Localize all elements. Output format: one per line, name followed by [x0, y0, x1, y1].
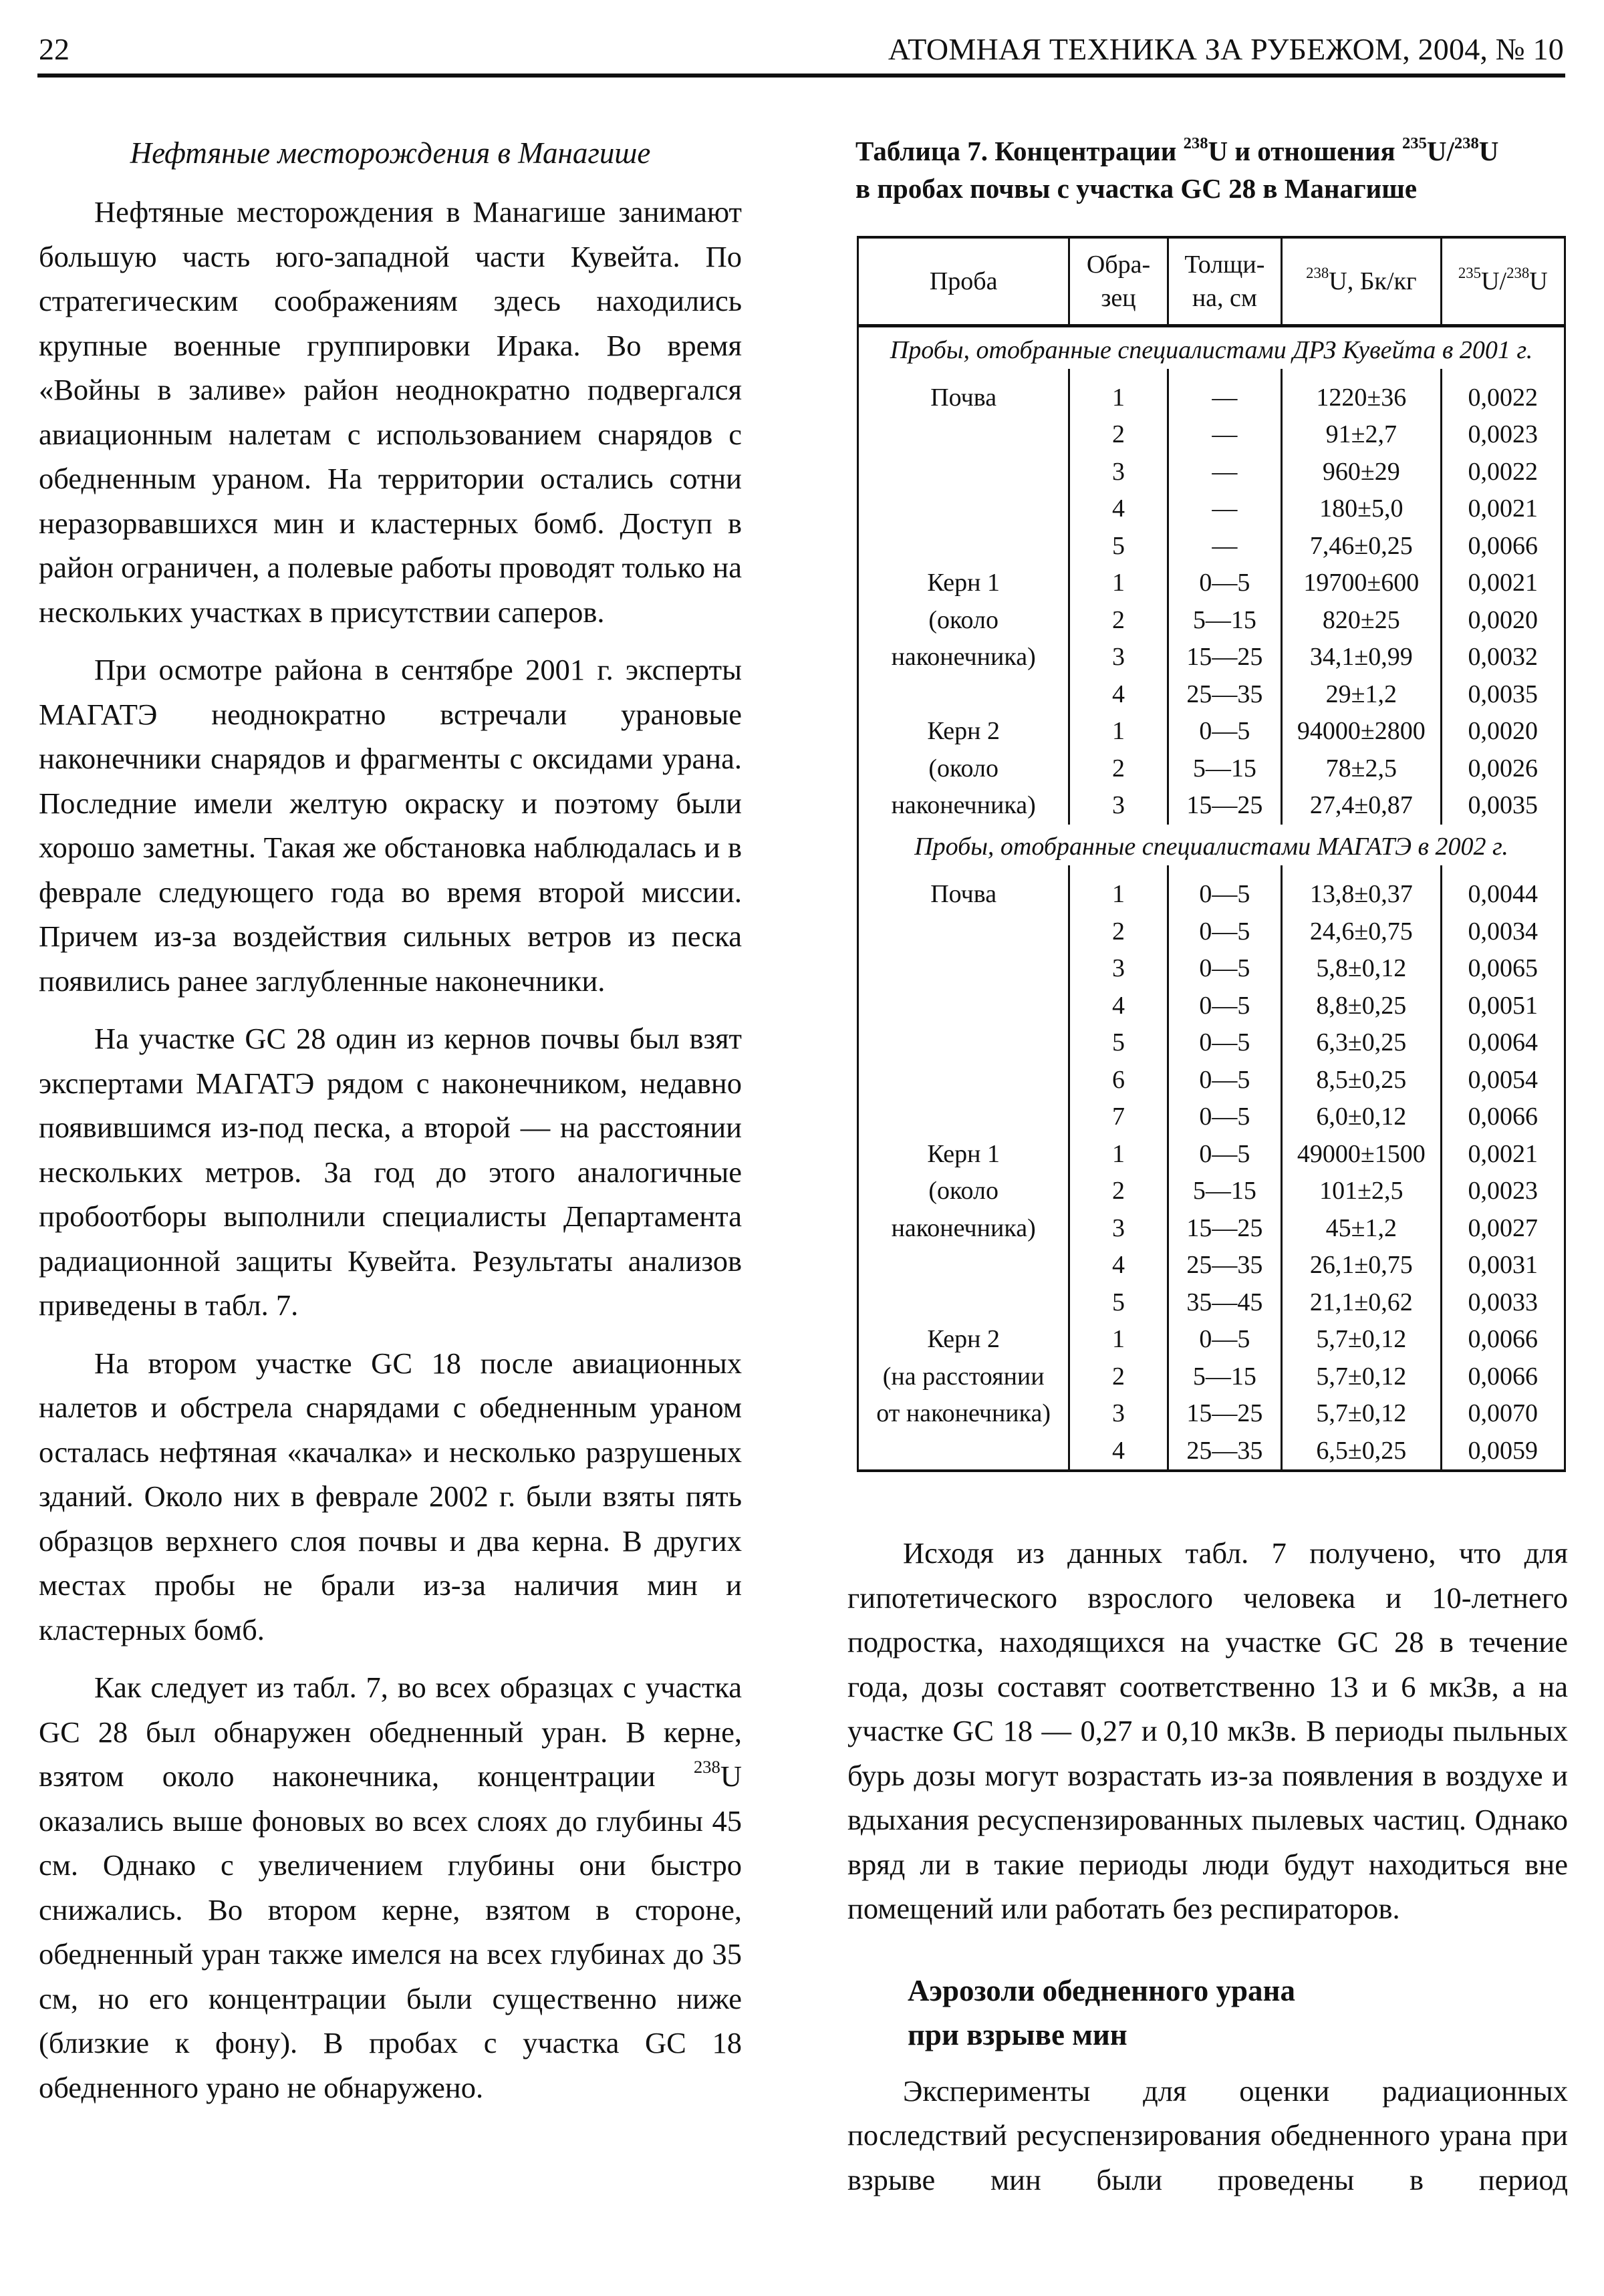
- table-row: [858, 369, 1565, 417]
- table-caption-line2: в пробах почвы с участка GC 28 в Манагише: [855, 173, 1418, 204]
- subsection-heading: [908, 1969, 1568, 2057]
- cell-u238: 8,8±0,25: [1282, 988, 1441, 1025]
- cell-ratio: 0,0027: [1441, 1210, 1565, 1248]
- cell-ratio: 0,0065: [1441, 950, 1565, 988]
- cell-thickness: 15—25: [1168, 787, 1281, 825]
- cell-sample: 4: [1069, 1433, 1168, 1471]
- cell-sample: 1: [1069, 369, 1168, 417]
- subsection-heading-line: Аэрозоли обедненного урана: [908, 1973, 1295, 2007]
- cell-ratio: 0,0020: [1441, 713, 1565, 750]
- cell-sample: 2: [1069, 602, 1168, 639]
- table-row: [858, 1062, 1565, 1099]
- table-row: [858, 528, 1565, 565]
- table-row: [858, 1247, 1565, 1284]
- cell-thickness: 5—15: [1168, 1173, 1281, 1210]
- table-row: [858, 750, 1565, 788]
- table-row: [858, 416, 1565, 454]
- cell-thickness: 15—25: [1168, 1210, 1281, 1248]
- cell-thickness: 25—35: [1168, 676, 1281, 714]
- cell-probe: (около: [928, 605, 998, 634]
- caption-text: U/: [1426, 136, 1454, 166]
- isotope-superscript: 238: [1306, 264, 1329, 281]
- cell-ratio: 0,0023: [1441, 1173, 1565, 1210]
- cell-u238: 49000±1500: [1282, 1136, 1441, 1173]
- table-row: [858, 490, 1565, 528]
- paragraph: На участке GC 28 один из кернов почвы был взят экспертами МАГАТЭ рядом с наконечником, недавно появившимся из-под песка, а второй — на расстоянии нескольких метров. За год до этого аналогичные пробоотборы выполнили специалисты Департамента радиационной защиты Кувейта. Результаты анализов приведены в табл. 7.: [39, 1022, 742, 1322]
- cell-sample: 3: [1069, 1210, 1168, 1248]
- table-group-header: [858, 825, 1565, 866]
- col-header-ratio: [1441, 237, 1565, 326]
- cell-ratio: 0,0066: [1441, 1099, 1565, 1136]
- cell-sample: 1: [1069, 1136, 1168, 1173]
- cell-u238: 13,8±0,37: [1282, 865, 1441, 913]
- header-text: Обра- зец: [1086, 251, 1151, 312]
- cell-u238: 8,5±0,25: [1282, 1062, 1441, 1099]
- cell-probe: [858, 1062, 1069, 1099]
- section-title: Нефтяные месторождения в Манагише: [130, 136, 651, 170]
- table-row: [858, 865, 1565, 913]
- isotope-superscript: 238: [693, 1757, 720, 1777]
- cell-u238: 1220±36: [1282, 369, 1441, 417]
- table-row: [858, 565, 1565, 602]
- cell-thickness: 15—25: [1168, 639, 1281, 676]
- cell-u238: 5,7±0,12: [1282, 1395, 1441, 1433]
- cell-probe: [858, 988, 1069, 1025]
- cell-ratio: 0,0023: [1441, 416, 1565, 454]
- isotope-superscript: 235: [1401, 134, 1427, 152]
- table-body: [858, 326, 1565, 1471]
- cell-ratio: 0,0035: [1441, 676, 1565, 714]
- cell-thickness: —: [1168, 416, 1281, 454]
- caption-text: U: [1478, 136, 1499, 166]
- cell-thickness: 0—5: [1168, 1024, 1281, 1062]
- table-row: [858, 950, 1565, 988]
- cell-ratio: 0,0021: [1441, 490, 1565, 528]
- cell-sample: 4: [1069, 676, 1168, 714]
- cell-probe: наконечника): [891, 1213, 1036, 1242]
- cell-ratio: 0,0033: [1441, 1284, 1565, 1322]
- cell-ratio: 0,0064: [1441, 1024, 1565, 1062]
- cell-sample: 3: [1069, 639, 1168, 676]
- cell-sample: 6: [1069, 1062, 1168, 1099]
- cell-thickness: 0—5: [1168, 1321, 1281, 1358]
- cell-probe: Почва: [930, 880, 997, 908]
- table-row: [858, 988, 1565, 1025]
- cell-thickness: 0—5: [1168, 988, 1281, 1025]
- table-row: [858, 1433, 1565, 1471]
- cell-probe: (около: [928, 1177, 998, 1205]
- cell-u238: 820±25: [1282, 602, 1441, 639]
- journal-title: АТОМНАЯ ТЕХНИКА ЗА РУБЕЖОМ, 2004, № 10: [888, 32, 1564, 66]
- cell-probe: [858, 913, 1069, 951]
- table-row: [858, 1321, 1565, 1358]
- table-row: [858, 1136, 1565, 1173]
- cell-ratio: 0,0021: [1441, 1136, 1565, 1173]
- cell-sample: 2: [1069, 913, 1168, 951]
- cell-ratio: 0,0070: [1441, 1395, 1565, 1433]
- cell-probe: [858, 1247, 1069, 1284]
- table-caption-line1: [855, 132, 1568, 170]
- isotope-superscript: 238: [1506, 264, 1530, 281]
- cell-probe: Керн 2: [927, 717, 1000, 745]
- cell-sample: 3: [1069, 454, 1168, 491]
- cell-ratio: 0,0022: [1441, 369, 1565, 417]
- paragraph: Эксперименты для оценки радиационных последствий ресуспензирования обедненного урана при взрыве мин были проведены в период: [847, 2073, 1568, 2196]
- table-row: [858, 639, 1565, 676]
- cell-thickness: —: [1168, 528, 1281, 565]
- cell-ratio: 0,0026: [1441, 750, 1565, 788]
- cell-ratio: 0,0032: [1441, 639, 1565, 676]
- table-row: [858, 787, 1565, 825]
- cell-u238: 91±2,7: [1282, 416, 1441, 454]
- table-row: [858, 713, 1565, 750]
- cell-thickness: 15—25: [1168, 1395, 1281, 1433]
- cell-u238: 24,6±0,75: [1282, 913, 1441, 951]
- cell-thickness: —: [1168, 490, 1281, 528]
- group-title: Пробы, отобранные специалистами МАГАТЭ в 2002 г.: [914, 833, 1508, 861]
- page-number: 22: [39, 32, 70, 66]
- cell-thickness: 5—15: [1168, 602, 1281, 639]
- paragraph: [39, 1665, 742, 2110]
- cell-probe: [858, 416, 1069, 454]
- table-row: [858, 676, 1565, 714]
- subsection-heading-line: при взрыве мин: [908, 2017, 1127, 2051]
- cell-ratio: 0,0066: [1441, 1358, 1565, 1396]
- right-column: [847, 131, 1568, 2196]
- table-header-row: [858, 237, 1565, 326]
- cell-ratio: 0,0059: [1441, 1433, 1565, 1471]
- paragraph-text: Как следует из табл. 7, во всех образцах с участка GC 28 был обнаружен обедненный уран. В керне, взятом около наконечника, концентрации: [39, 1671, 742, 1793]
- cell-thickness: 0—5: [1168, 1136, 1281, 1173]
- cell-probe: [858, 454, 1069, 491]
- header-rule: [37, 74, 1565, 78]
- header-text: U, Бк/кг: [1329, 267, 1417, 295]
- header-text: U: [1529, 267, 1548, 295]
- cell-thickness: 0—5: [1168, 713, 1281, 750]
- cell-ratio: 0,0066: [1441, 1321, 1565, 1358]
- cell-thickness: 25—35: [1168, 1247, 1281, 1284]
- cell-sample: 3: [1069, 1395, 1168, 1433]
- cell-probe: от наконечника): [876, 1399, 1051, 1427]
- cell-probe: [858, 1284, 1069, 1322]
- cell-u238: 6,3±0,25: [1282, 1024, 1441, 1062]
- cell-u238: 19700±600: [1282, 565, 1441, 602]
- isotope-superscript: 238: [1454, 134, 1479, 152]
- cell-probe: Керн 2: [927, 1325, 1000, 1353]
- cell-sample: 5: [1069, 528, 1168, 565]
- isotope-superscript: 235: [1458, 264, 1482, 281]
- table-row: [858, 1099, 1565, 1136]
- cell-probe: Почва: [930, 383, 997, 412]
- col-header-probe: Проба: [858, 237, 1069, 326]
- cell-thickness: 0—5: [1168, 1099, 1281, 1136]
- cell-probe: [858, 950, 1069, 988]
- table-row: [858, 1210, 1565, 1248]
- cell-u238: 5,7±0,12: [1282, 1321, 1441, 1358]
- cell-u238: 7,46±0,25: [1282, 528, 1441, 565]
- cell-thickness: 25—35: [1168, 1433, 1281, 1471]
- cell-probe: [858, 490, 1069, 528]
- isotope-superscript: 238: [1183, 134, 1208, 152]
- cell-ratio: 0,0020: [1441, 602, 1565, 639]
- header-text: U/: [1481, 267, 1507, 295]
- cell-u238: 6,0±0,12: [1282, 1099, 1441, 1136]
- table-row: [858, 913, 1565, 951]
- cell-thickness: 5—15: [1168, 750, 1281, 788]
- cell-sample: 5: [1069, 1024, 1168, 1062]
- table-row: [858, 1358, 1565, 1396]
- cell-sample: 5: [1069, 1284, 1168, 1322]
- cell-thickness: 0—5: [1168, 950, 1281, 988]
- cell-probe: Керн 1: [927, 1139, 1000, 1168]
- cell-probe: [858, 1024, 1069, 1062]
- data-table: [857, 236, 1566, 1472]
- paragraph: При осмотре района в сентябре 2001 г. эксперты МАГАТЭ неоднократно встречали урановые наконечники снарядов и фрагменты с оксидами урана. Последние имели желтую окраску и поэтому были хорошо заметны. Такая же обстановка наблюдалась и в феврале следующего года во время второй миссии. Причем из-за воздействия сильных ветров из песка появились ранее заглубленные наконечники.: [39, 653, 742, 998]
- cell-probe: наконечника): [891, 643, 1036, 671]
- right-text: [847, 1531, 1568, 2202]
- cell-sample: 7: [1069, 1099, 1168, 1136]
- cell-ratio: 0,0022: [1441, 454, 1565, 491]
- table-row: [858, 454, 1565, 491]
- cell-probe: [858, 676, 1069, 714]
- caption-text: Таблица 7. Концентрации: [855, 136, 1184, 166]
- group-title: Пробы, отобранные специалистами ДРЗ Кувейта в 2001 г.: [890, 335, 1533, 364]
- cell-u238: 45±1,2: [1282, 1210, 1441, 1248]
- cell-sample: 1: [1069, 713, 1168, 750]
- cell-sample: 2: [1069, 416, 1168, 454]
- cell-ratio: 0,0035: [1441, 787, 1565, 825]
- cell-ratio: 0,0034: [1441, 913, 1565, 951]
- table-row: [858, 1024, 1565, 1062]
- cell-thickness: 0—5: [1168, 565, 1281, 602]
- cell-thickness: 0—5: [1168, 865, 1281, 913]
- cell-thickness: 5—15: [1168, 1358, 1281, 1396]
- cell-thickness: 0—5: [1168, 1062, 1281, 1099]
- cell-thickness: —: [1168, 454, 1281, 491]
- cell-probe: [858, 528, 1069, 565]
- paragraph-text: U оказались выше фоновых во всех слоях до глубины 45 см. Однако с увеличением глубины они быстро снижались. Во втором керне, взятом в стороне, обедненный уран также имелся на всех глубинах до 35 см, но его концентрации были существенно ниже (близкие к фону). В пробах с участка GC 18 обедненного урано не обнаружено.: [39, 1759, 742, 2104]
- cell-u238: 78±2,5: [1282, 750, 1441, 788]
- cell-u238: 5,7±0,12: [1282, 1358, 1441, 1396]
- table-caption: [855, 132, 1568, 207]
- cell-ratio: 0,0066: [1441, 528, 1565, 565]
- cell-u238: 101±2,5: [1282, 1173, 1441, 1210]
- cell-thickness: 0—5: [1168, 913, 1281, 951]
- cell-u238: 21,1±0,62: [1282, 1284, 1441, 1322]
- cell-u238: 26,1±0,75: [1282, 1247, 1441, 1284]
- cell-sample: 2: [1069, 1358, 1168, 1396]
- cell-thickness: —: [1168, 369, 1281, 417]
- cell-ratio: 0,0054: [1441, 1062, 1565, 1099]
- table-group-header: [858, 326, 1565, 369]
- cell-ratio: 0,0031: [1441, 1247, 1565, 1284]
- table-row: [858, 602, 1565, 639]
- cell-sample: 2: [1069, 1173, 1168, 1210]
- caption-text: U и отношения: [1208, 136, 1402, 166]
- left-column: [39, 131, 742, 2110]
- cell-probe: [858, 1433, 1069, 1471]
- cell-sample: 4: [1069, 988, 1168, 1025]
- cell-probe: наконечника): [891, 791, 1036, 819]
- col-header-sample: [1069, 237, 1168, 326]
- cell-sample: 1: [1069, 865, 1168, 913]
- cell-u238: 6,5±0,25: [1282, 1433, 1441, 1471]
- running-head: [39, 29, 1564, 69]
- header-text: Толщи- на, см: [1184, 251, 1265, 312]
- cell-sample: 3: [1069, 787, 1168, 825]
- table-row: [858, 1284, 1565, 1322]
- cell-probe: [858, 1099, 1069, 1136]
- cell-thickness: 35—45: [1168, 1284, 1281, 1322]
- cell-u238: 94000±2800: [1282, 713, 1441, 750]
- cell-sample: 2: [1069, 750, 1168, 788]
- col-header-thickness: [1168, 237, 1281, 326]
- cell-sample: 1: [1069, 1321, 1168, 1358]
- table-row: [858, 1173, 1565, 1210]
- cell-probe: (на расстоянии: [882, 1362, 1045, 1391]
- paragraph: На втором участке GC 18 после авиационных налетов и обстрела снарядами с обедненным ураном осталась нефтяная «качалка» и несколько разрушеных зданий. Около них в феврале 2002 г. были взяты пять образцов верхнего слоя почвы и два керна. В других местах пробы не брали из-за наличия мин и кластерных бомб.: [39, 1346, 742, 1646]
- cell-u238: 960±29: [1282, 454, 1441, 491]
- cell-ratio: 0,0044: [1441, 865, 1565, 913]
- cell-sample: 3: [1069, 950, 1168, 988]
- cell-sample: 4: [1069, 490, 1168, 528]
- cell-ratio: 0,0051: [1441, 988, 1565, 1025]
- cell-probe: (около: [928, 754, 998, 782]
- cell-u238: 29±1,2: [1282, 676, 1441, 714]
- cell-ratio: 0,0021: [1441, 565, 1565, 602]
- cell-probe: Керн 1: [927, 569, 1000, 597]
- cell-u238: 180±5,0: [1282, 490, 1441, 528]
- cell-u238: 5,8±0,12: [1282, 950, 1441, 988]
- cell-u238: 34,1±0,99: [1282, 639, 1441, 676]
- cell-sample: 1: [1069, 565, 1168, 602]
- cell-u238: 27,4±0,87: [1282, 787, 1441, 825]
- paragraph: Нефтяные месторождения в Манагише занимают большую часть юго-западной части Кувейта. По стратегическим соображениям здесь находились крупные военные группировки Ирака. Во время «Войны в заливе» район неоднократно подвергался авиационным налетам с использованием снарядов с обедненным ураном. На территории остались сотни неразорвавшихся мин и кластерных бомб. Доступ в район ограничен, а полевые работы проводят только на нескольких участках в присутствии саперов.: [39, 195, 742, 629]
- paragraph: Исходя из данных табл. 7 получено, что для гипотетического взрослого человека и 10-летнего подростка, находящихся на участке GC 28 в течение года, дозы составят соответственно 13 и 6 мкЗв, а на участке GC 18 — 0,27 и 0,10 мкЗв. В периоды пыльных бурь дозы могут возрастать из-за появления в воздухе и вдыхания ресуспензированных пылевых частиц. Однако вряд ли в такие периоды люди будут находиться вне помещений или работать без респираторов.: [847, 1536, 1568, 1925]
- col-header-u238: [1282, 237, 1441, 326]
- cell-sample: 4: [1069, 1247, 1168, 1284]
- table-row: [858, 1395, 1565, 1433]
